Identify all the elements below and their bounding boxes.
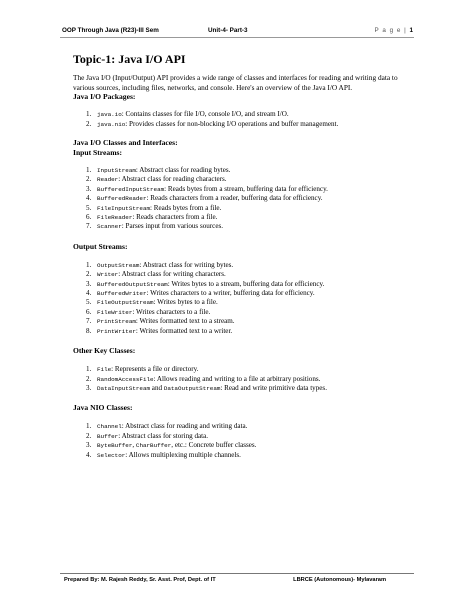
list-item [87,441,413,450]
item-description: : Abstract class for reading bytes. [135,166,231,174]
list-item [87,194,413,203]
page-number: 1 [409,27,414,34]
item-description: : Writes bytes to a stream, buffering data for efficiency. [167,279,325,288]
class-name: RandomAccessFile [97,375,154,383]
item-number: 2. [86,374,92,383]
list-item [87,222,413,231]
list-item [87,422,413,431]
item-number: 7. [86,317,92,326]
intro-paragraph: The Java I/O (Input/Output) API provides a wide range of classes and interfaces for reading and writing data to various sources, including files, networks, and console. Here's an overview of the Java I/O API. [73,73,398,92]
item-description: : Abstract class for storing data. [118,431,209,440]
item-number: 2. [86,175,92,184]
item-number: 4. [86,194,92,203]
list-item [87,451,413,460]
main-content [73,52,413,460]
item-number: 2. [86,431,92,440]
item-description: : Writes formatted text to a stream. [135,317,235,326]
item-description: : Writes bytes to a file. [153,298,218,307]
item-number: 1. [86,166,92,174]
item-description: : Abstract class for writing bytes. [139,260,234,269]
class-name: CharBuffer [135,442,172,450]
item-number: 6. [86,213,92,222]
item-number: 4. [86,289,92,298]
item-number: 6. [86,307,92,316]
output-streams-list [73,261,413,336]
author-credit: Prepared By: M. Rajesh Reddy, Sr. Asst. Prof, Dept. of IT [64,577,216,583]
item-number: 2. [86,270,92,279]
item-description: : Writes formatted text to a writer. [135,326,233,335]
class-name: InputStream [97,167,136,174]
item-description: : Reads bytes from a stream, buffering data for efficiency. [164,184,328,193]
input-streams-list [73,166,413,232]
class-name: Scanner [97,223,122,231]
class-name: java.nio [97,120,126,128]
item-description: : Parses input from various sources. [121,222,224,231]
class-name: OutputStream [97,261,140,269]
header-rule [60,37,414,38]
item-description: : Represents a file or directory. [111,365,199,374]
class-name: DataInputStream [97,384,151,392]
item-number: 2. [86,119,92,128]
list-item [87,120,413,129]
item-description: , etc.: Concrete buffer classes. [171,441,257,450]
page-indicator: P a g e | 1 [374,27,414,34]
class-name: Buffer [97,432,119,440]
item-description: : Abstract class for reading and writing data. [121,422,248,431]
item-number: 5. [86,298,92,307]
item-description: : Contains classes for file I/O, console I/O, and stream I/O. [121,110,289,119]
class-name: java.io [97,111,122,119]
list-item [87,175,413,184]
institute-name: LBRCE (Autonomous)- Mylavaram [293,577,386,583]
class-name: BufferedReader [97,195,147,203]
item-number: 1. [86,365,92,374]
list-item [87,317,413,326]
list-item [87,384,413,393]
item-number: 8. [86,326,92,335]
class-name: Writer [97,271,119,279]
item-description: : Reads bytes from a file. [150,203,222,212]
list-item [87,375,413,384]
item-number: 7. [86,222,92,231]
item-number: 3. [86,184,92,193]
item-number: 3. [86,441,92,450]
item-description: : Provides classes for non-blocking I/O operations and buffer management. [125,119,339,128]
class-name: File [97,366,112,374]
item-description: : Reads characters from a reader, buffering data for efficiency. [146,194,323,203]
nio-classes-heading: Java NIO Classes: [73,403,133,413]
item-description: : Abstract class for reading characters. [118,175,227,184]
input-streams-heading: Input Streams: [73,148,123,157]
item-number: 5. [86,203,92,212]
nio-classes-list [73,422,413,460]
class-name: BufferedInputStream [97,185,165,193]
list-item [87,110,413,119]
item-number: 3. [86,279,92,288]
list-item [87,261,413,270]
course-title: OOP Through Java (R23)-III Sem [62,27,159,34]
item-number: 3. [86,383,92,392]
list-item [87,298,413,307]
list-item [87,432,413,441]
item-description: : Allows multiplexing multiple channels. [125,450,241,459]
page-footer [60,577,414,587]
list-item [87,213,413,222]
item-description: : Allows reading and writing to a file at arbitrary positions. [153,374,321,383]
other-classes-heading: Other Key Classes: [73,346,136,356]
list-item [87,270,413,279]
topic-title: Topic-1: Java I/O API [73,52,186,66]
item-description: : Reads characters from a file. [132,213,218,222]
class-name: DataOutputStream [163,384,221,392]
list-item [87,308,413,317]
packages-heading: Java I/O Packages: [73,92,136,102]
class-name: FileInputStream [97,204,151,212]
list-item [87,166,413,175]
item-description: : Writes characters to a writer, buffering data for efficiency. [146,289,315,298]
class-name: FileOutputStream [97,299,154,307]
class-name: Reader [97,176,119,184]
list-item [87,365,413,374]
class-name: ByteBuffer [97,442,133,450]
classes-heading: Java I/O Classes and Interfaces: [73,138,178,147]
list-item [87,280,413,289]
item-number: 4. [86,450,92,459]
item-joiner: , [132,441,136,450]
class-name: FileWriter [97,308,133,316]
other-classes-list [73,365,413,393]
class-name: BufferedOutputStream [97,280,168,288]
packages-list [73,110,413,129]
footer-rule [60,573,414,574]
output-streams-heading: Output Streams: [73,241,128,251]
item-number: 1. [86,422,92,431]
page-label: P a g e [374,27,402,34]
list-item [87,327,413,336]
class-name: BufferedWriter [97,290,147,298]
list-item [87,204,413,213]
class-name: PrintStream [97,318,136,326]
class-name: Selector [97,451,126,459]
list-item [87,289,413,298]
item-description: : Read and write primitive data types. [220,383,327,392]
item-description: : Writes characters to a file. [132,307,211,316]
item-number: 1. [86,260,92,269]
class-name: PrintWriter [97,327,136,335]
item-joiner: and [150,383,164,392]
class-name: FileReader [97,214,133,222]
list-item [87,185,413,194]
unit-label: Unit-4- Part-3 [208,27,248,34]
item-number: 1. [86,110,92,119]
class-name: Channel [97,423,122,431]
item-description: : Abstract class for writing characters. [118,270,226,279]
